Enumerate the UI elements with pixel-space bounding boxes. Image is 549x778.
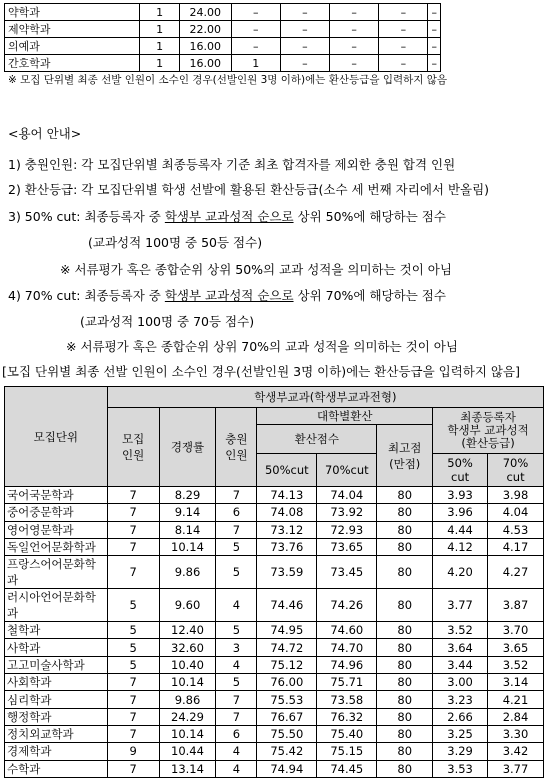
table-row xyxy=(5,538,544,555)
header-grade-50cut: 50% cut xyxy=(433,454,488,487)
cell-extra: 7 xyxy=(216,521,257,538)
cell-g50: 3.53 xyxy=(433,760,488,777)
cell-recruit: 7 xyxy=(107,760,159,777)
cell-max: 80 xyxy=(377,556,433,589)
cell-s50: 74.13 xyxy=(257,487,317,504)
top-cell-rate: 16.00 xyxy=(179,55,231,72)
cell-recruit: 5 xyxy=(107,589,159,622)
cell-g50: 3.44 xyxy=(433,656,488,673)
table-row xyxy=(5,760,544,777)
cell-extra: 4 xyxy=(216,656,257,673)
top-cell-unit: 약학과 xyxy=(5,4,140,21)
top-cell-unit: 간호학과 xyxy=(5,55,140,72)
cell-rate: 9.14 xyxy=(159,504,216,521)
cell-s70: 75.71 xyxy=(317,674,377,691)
table-row xyxy=(5,743,544,760)
cell-s50: 73.12 xyxy=(257,521,317,538)
cell-g70: 3.98 xyxy=(488,487,544,504)
cell-s70: 74.96 xyxy=(317,656,377,673)
glossary-item-3-tail: 상위 50%에 해당하는 점수 xyxy=(293,209,446,224)
cell-rate: 9.86 xyxy=(159,556,216,589)
cell-g70: 3.65 xyxy=(488,639,544,656)
top-results-table xyxy=(4,3,441,72)
cell-s70: 73.92 xyxy=(317,504,377,521)
cell-recruit: 7 xyxy=(107,725,159,742)
cell-s50: 75.12 xyxy=(257,656,317,673)
cell-rate: 13.14 xyxy=(159,760,216,777)
cell-max: 80 xyxy=(377,708,433,725)
cell-unit: 러시아언어문화학과 xyxy=(5,589,108,622)
cell-s70: 74.26 xyxy=(317,589,377,622)
top-table-note: ※ 모집 단위별 최종 선발 인원이 소수인 경우(선발인원 3명 이하)에는 환산등급을 입력하지 않음 xyxy=(8,74,448,86)
top-cell-c4: – xyxy=(379,38,428,55)
top-table-row xyxy=(5,38,441,55)
cell-max: 80 xyxy=(377,674,433,691)
glossary-item-3-note: ※ 서류평가 혹은 종합순위 상위 50%의 교과 성적을 의미하는 것이 아님 xyxy=(60,262,452,277)
top-cell-c2: – xyxy=(280,55,329,72)
glossary-item-3-underlined: 학생부 교과성적 순으로 xyxy=(164,209,294,224)
cell-g70: 4.04 xyxy=(488,504,544,521)
table-row xyxy=(5,708,544,725)
cell-g70: 2.84 xyxy=(488,708,544,725)
cell-g70: 3.77 xyxy=(488,760,544,777)
glossary-item-3-sub: (교과성적 100명 중 50등 점수) xyxy=(88,235,263,250)
cell-g70: 3.30 xyxy=(488,725,544,742)
top-cell-rate: 16.00 xyxy=(179,38,231,55)
header-rate: 경쟁률 xyxy=(159,408,216,487)
top-cell-c2: – xyxy=(280,21,329,38)
cell-s50: 76.67 xyxy=(257,708,317,725)
cell-recruit: 7 xyxy=(107,691,159,708)
cell-extra: 7 xyxy=(216,691,257,708)
cell-rate: 12.40 xyxy=(159,622,216,639)
cell-extra: 6 xyxy=(216,725,257,742)
cell-s50: 74.46 xyxy=(257,589,317,622)
cell-recruit: 7 xyxy=(107,487,159,504)
cell-recruit: 7 xyxy=(107,708,159,725)
cell-g50: 4.44 xyxy=(433,521,488,538)
cell-extra: 4 xyxy=(216,589,257,622)
cell-rate: 10.14 xyxy=(159,725,216,742)
header-score-50cut: 50%cut xyxy=(257,454,317,487)
cell-max: 80 xyxy=(377,725,433,742)
header-conversion: 대학별환산 xyxy=(257,408,433,425)
cell-unit: 중어중문학과 xyxy=(5,504,108,521)
table-row xyxy=(5,674,544,691)
top-cell-c3: – xyxy=(330,38,379,55)
header-unit: 모집단위 xyxy=(5,387,108,487)
cell-extra: 5 xyxy=(216,674,257,691)
top-cell-c2: – xyxy=(280,4,329,21)
cell-extra: 3 xyxy=(216,639,257,656)
cell-max: 80 xyxy=(377,691,433,708)
top-cell-c5: – xyxy=(428,38,441,55)
cell-s70: 74.04 xyxy=(317,487,377,504)
top-table-row xyxy=(5,55,441,72)
cell-recruit: 7 xyxy=(107,521,159,538)
bracket-note: [모집 단위별 최종 선발 인원이 소수인 경우(선발인원 3명 이하)에는 환산등급을 입력하지 않음] xyxy=(2,364,520,379)
cell-g70: 3.87 xyxy=(488,589,544,622)
cell-g50: 3.29 xyxy=(433,743,488,760)
cell-unit: 정치외교학과 xyxy=(5,725,108,742)
cell-unit: 행정학과 xyxy=(5,708,108,725)
table-row xyxy=(5,504,544,521)
cell-extra: 5 xyxy=(216,538,257,555)
table-row xyxy=(5,487,544,504)
top-cell-c1: – xyxy=(231,21,280,38)
table-row xyxy=(5,521,544,538)
cell-g70: 3.52 xyxy=(488,656,544,673)
cell-recruit: 5 xyxy=(107,656,159,673)
cell-rate: 24.29 xyxy=(159,708,216,725)
table-row xyxy=(5,622,544,639)
cell-g50: 3.64 xyxy=(433,639,488,656)
cell-unit: 심리학과 xyxy=(5,691,108,708)
cell-unit: 고고미술사학과 xyxy=(5,656,108,673)
cell-unit: 프랑스어어문화학과 xyxy=(5,556,108,589)
glossary-item-2: 2) 환산등급: 각 모집단위별 학생 선발에 활용된 환산등급(소수 세 번째 자리에서 반올림) xyxy=(8,182,490,197)
top-cell-rate: 24.00 xyxy=(179,4,231,21)
top-table-row xyxy=(5,4,441,21)
glossary-heading: <용어 안내> xyxy=(8,126,82,141)
cell-rate: 10.40 xyxy=(159,656,216,673)
cell-s70: 73.45 xyxy=(317,556,377,589)
cell-rate: 10.14 xyxy=(159,674,216,691)
table-row xyxy=(5,656,544,673)
cell-g50: 3.93 xyxy=(433,487,488,504)
cell-s50: 73.59 xyxy=(257,556,317,589)
top-cell-c3: – xyxy=(330,21,379,38)
header-group: 학생부교과(학생부교과전형) xyxy=(107,387,543,408)
glossary-item-4 xyxy=(8,286,446,304)
cell-max: 80 xyxy=(377,743,433,760)
top-cell-c5: – xyxy=(428,4,441,21)
top-cell-recruit: 1 xyxy=(140,55,179,72)
cell-recruit: 7 xyxy=(107,504,159,521)
cell-g50: 4.12 xyxy=(433,538,488,555)
top-cell-c4: – xyxy=(379,55,428,72)
table-row xyxy=(5,589,544,622)
cell-g50: 3.77 xyxy=(433,589,488,622)
cell-extra: 7 xyxy=(216,487,257,504)
cell-max: 80 xyxy=(377,487,433,504)
cell-s70: 72.93 xyxy=(317,521,377,538)
cell-max: 80 xyxy=(377,656,433,673)
cell-unit: 경제학과 xyxy=(5,743,108,760)
cell-g50: 3.23 xyxy=(433,691,488,708)
cell-unit: 철학과 xyxy=(5,622,108,639)
cell-g70: 4.53 xyxy=(488,521,544,538)
header-final: 최종등록자 학생부 교과성적 (환산등급) xyxy=(433,408,544,454)
table-row xyxy=(5,639,544,656)
cell-g50: 3.00 xyxy=(433,674,488,691)
cell-g50: 3.52 xyxy=(433,622,488,639)
cell-rate: 9.60 xyxy=(159,589,216,622)
cell-g70: 3.14 xyxy=(488,674,544,691)
cell-rate: 9.86 xyxy=(159,691,216,708)
top-cell-c5: – xyxy=(428,21,441,38)
cell-unit: 독일언어문화학과 xyxy=(5,538,108,555)
admission-results-table xyxy=(4,386,544,778)
header-extra: 충원 인원 xyxy=(216,408,257,487)
glossary-item-4-text: 4) 70% cut: 최종등록자 중 xyxy=(8,288,165,303)
cell-extra: 6 xyxy=(216,504,257,521)
glossary-item-3-text: 3) 50% cut: 최종등록자 중 xyxy=(8,209,165,224)
glossary-item-4-note: ※ 서류평가 혹은 종합순위 상위 70%의 교과 성적을 의미하는 것이 아님 xyxy=(66,339,458,354)
header-grade-70cut: 70% cut xyxy=(488,454,544,487)
top-table-row xyxy=(5,21,441,38)
cell-g70: 4.21 xyxy=(488,691,544,708)
cell-g50: 3.96 xyxy=(433,504,488,521)
top-cell-c3: – xyxy=(330,55,379,72)
cell-g70: 3.42 xyxy=(488,743,544,760)
top-cell-unit: 제약학과 xyxy=(5,21,140,38)
cell-extra: 5 xyxy=(216,556,257,589)
cell-s50: 74.94 xyxy=(257,760,317,777)
glossary-item-4-tail: 상위 70%에 해당하는 점수 xyxy=(293,288,446,303)
top-cell-c2: – xyxy=(280,38,329,55)
cell-s50: 74.95 xyxy=(257,622,317,639)
top-cell-recruit: 1 xyxy=(140,21,179,38)
cell-s50: 76.00 xyxy=(257,674,317,691)
cell-unit: 영어영문학과 xyxy=(5,521,108,538)
cell-s70: 73.65 xyxy=(317,538,377,555)
cell-extra: 4 xyxy=(216,743,257,760)
cell-s70: 74.60 xyxy=(317,622,377,639)
cell-recruit: 7 xyxy=(107,556,159,589)
cell-g70: 3.70 xyxy=(488,622,544,639)
cell-extra: 4 xyxy=(216,760,257,777)
cell-rate: 8.29 xyxy=(159,487,216,504)
main-table-body xyxy=(5,487,544,778)
cell-s50: 75.42 xyxy=(257,743,317,760)
top-cell-c5: – xyxy=(428,55,441,72)
cell-unit: 사회학과 xyxy=(5,674,108,691)
cell-s70: 75.40 xyxy=(317,725,377,742)
cell-g50: 4.20 xyxy=(433,556,488,589)
cell-max: 80 xyxy=(377,504,433,521)
glossary-item-3 xyxy=(8,207,446,225)
top-cell-c3: – xyxy=(330,4,379,21)
cell-recruit: 5 xyxy=(107,622,159,639)
top-cell-rate: 22.00 xyxy=(179,21,231,38)
glossary-item-1: 1) 충원인원: 각 모집단위별 최종등록자 기준 최초 합격자를 제외한 충원 합격 인원 xyxy=(8,157,456,172)
cell-s50: 75.50 xyxy=(257,725,317,742)
cell-g70: 4.17 xyxy=(488,538,544,555)
cell-s50: 74.72 xyxy=(257,639,317,656)
top-cell-recruit: 1 xyxy=(140,4,179,21)
cell-unit: 수학과 xyxy=(5,760,108,777)
top-cell-c1: – xyxy=(231,38,280,55)
cell-extra: 5 xyxy=(216,622,257,639)
top-cell-c1: 1 xyxy=(231,55,280,72)
top-cell-c1: – xyxy=(231,4,280,21)
glossary-item-4-underlined: 학생부 교과성적 순으로 xyxy=(164,288,294,303)
cell-unit: 국어국문학과 xyxy=(5,487,108,504)
top-cell-c4: – xyxy=(379,4,428,21)
table-row xyxy=(5,556,544,589)
cell-s50: 75.53 xyxy=(257,691,317,708)
header-score: 환산점수 xyxy=(257,425,377,454)
cell-rate: 32.60 xyxy=(159,639,216,656)
cell-g50: 2.66 xyxy=(433,708,488,725)
cell-max: 80 xyxy=(377,760,433,777)
cell-s50: 74.08 xyxy=(257,504,317,521)
cell-g50: 3.25 xyxy=(433,725,488,742)
glossary-item-4-sub: (교과성적 100명 중 70등 점수) xyxy=(80,314,255,329)
cell-s70: 75.15 xyxy=(317,743,377,760)
cell-s70: 76.32 xyxy=(317,708,377,725)
cell-max: 80 xyxy=(377,639,433,656)
cell-recruit: 7 xyxy=(107,538,159,555)
cell-s70: 74.70 xyxy=(317,639,377,656)
header-recruit: 모집 인원 xyxy=(107,408,159,487)
top-cell-c4: – xyxy=(379,21,428,38)
cell-extra: 7 xyxy=(216,708,257,725)
cell-rate: 8.14 xyxy=(159,521,216,538)
top-cell-recruit: 1 xyxy=(140,38,179,55)
table-row xyxy=(5,725,544,742)
cell-g70: 4.27 xyxy=(488,556,544,589)
cell-recruit: 7 xyxy=(107,674,159,691)
cell-max: 80 xyxy=(377,521,433,538)
top-table-body xyxy=(5,4,441,72)
cell-s70: 74.45 xyxy=(317,760,377,777)
header-max: 최고점 (만점) xyxy=(377,425,433,487)
cell-s50: 73.76 xyxy=(257,538,317,555)
cell-unit: 사학과 xyxy=(5,639,108,656)
top-cell-unit: 의예과 xyxy=(5,38,140,55)
cell-max: 80 xyxy=(377,622,433,639)
cell-max: 80 xyxy=(377,589,433,622)
cell-max: 80 xyxy=(377,538,433,555)
cell-s70: 73.58 xyxy=(317,691,377,708)
header-score-70cut: 70%cut xyxy=(317,454,377,487)
table-row xyxy=(5,691,544,708)
cell-recruit: 9 xyxy=(107,743,159,760)
cell-rate: 10.14 xyxy=(159,538,216,555)
cell-recruit: 5 xyxy=(107,639,159,656)
cell-rate: 10.44 xyxy=(159,743,216,760)
